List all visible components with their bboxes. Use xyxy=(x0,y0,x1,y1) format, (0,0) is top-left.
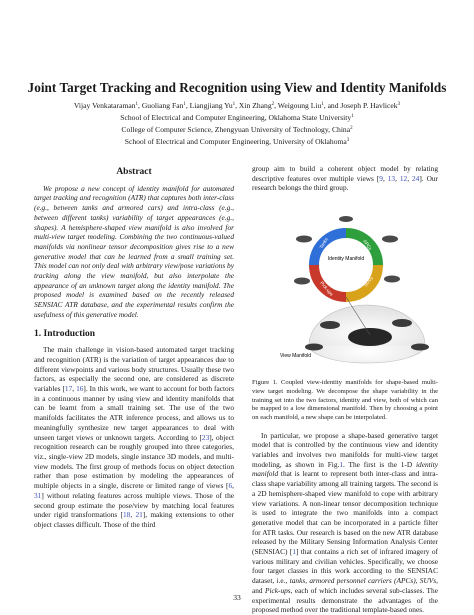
author-mark: 1 xyxy=(321,102,324,107)
intro-continued-paragraph: group aim to build a coherent object model by relating descriptive features over multiple views [9, 13, 12, 24]. Our research belongs the third group. xyxy=(252,164,438,193)
author-name: Weigoung Liu xyxy=(277,101,322,110)
section-heading-introduction: 1. Introduction xyxy=(34,328,96,339)
author-name: and Joseph P. Havlicek xyxy=(327,101,398,110)
citation-link[interactable]: 24 xyxy=(412,173,420,183)
suvs-segment xyxy=(346,265,378,297)
citation-link[interactable]: 18 xyxy=(122,510,131,520)
vehicle-thumbnails xyxy=(294,216,400,285)
author-block xyxy=(0,100,474,148)
affiliation: School of Electrical and Computer Engineering, Oklahoma State University$^1$ xyxy=(120,113,354,122)
figure-1-illustration xyxy=(252,197,438,374)
page-number: 33 xyxy=(233,593,241,602)
author-mark: 2 xyxy=(271,102,275,107)
apcs-label: APCs xyxy=(362,238,373,252)
pickups-label: Pick-ups xyxy=(319,280,335,297)
tanks-label: Tanks xyxy=(318,236,329,250)
citation-link[interactable]: 16 xyxy=(76,384,84,394)
author-mark: 1 xyxy=(232,102,236,107)
body-paragraph: In particular, we propose a shape-based generative target model that is controlled by the continuous view and identity variables and involves two manifolds for multi-view target modeling, as shown in Fig.1. The first is the 1-D identity manifold that is learnt to represent both inter-class and intra-class shape variability among all training targets. The second is a 2D hemisphere-shaped view manifold to cope with arbitrary view variations. A non-linear tensor decomposition technique is used to integrate the two manifolds into a compact generative model that can be incorporated in a particle filter for ATR tasks. Our research is based on the new ATR database released by the Military Sensing Information Analysis Center (SENSIAC) [1] that contains a rich set of infrared imagery of various military and civilian vehicles. Specifically, we choose four target classes in this work according to the SENSIAC dataset, i.e., tanks, armored personnel carriers (APCs), SUVs, and Pick-ups, each of which includes several sub-classes. The experimental results demonstrate the advantages of the proposed method over the traditional template-based ones. xyxy=(252,430,439,615)
citation-link[interactable]: 9 xyxy=(379,173,383,183)
figure-caption: Figure 1. Coupled view-identity manifolds for shape-based multi-view target modeling. We decompose the shape variability in the training set into the two factors, identity and view, both of which can be mapped to a low dimensional manifold. Then by choosing a point on each manifold, a new shape can be interpolated. xyxy=(252,379,438,421)
authors-line: Vijay Venkataraman$^1$, Guoliang Fan$^1$, Liangjiang Yu$^1$, Xin Zhang$^2$, Weigoung Liu$^1$, and Joseph P. Havlicek$^3$ xyxy=(73,101,401,110)
affiliation: College of Computer Science, Zhengyuan University of Technology, China$^2$ xyxy=(121,125,353,134)
citation-link[interactable]: 6 xyxy=(228,481,233,491)
citation-link[interactable]: 23 xyxy=(201,432,210,442)
paper-title: Joint Target Tracking and Recognition using View and Identity Manifolds xyxy=(27,80,447,95)
author-mark: 3 xyxy=(397,102,401,107)
citation-link[interactable]: 12 xyxy=(399,173,408,183)
citation-link[interactable]: 17 xyxy=(64,384,73,394)
citation-link[interactable]: 13 xyxy=(387,173,396,183)
citation-link[interactable]: 1 xyxy=(292,547,297,557)
figure-1 xyxy=(252,197,438,374)
suvs-label: SUVs xyxy=(362,275,375,288)
author-mark: 1 xyxy=(135,102,139,107)
affiliation: School of Electrical and Computer Engineering, University of Oklahoma$^3$ xyxy=(124,137,350,146)
left-column xyxy=(34,164,234,530)
figure-reference-link[interactable]: 1 xyxy=(339,459,344,469)
author-name: Liangjiang Yu xyxy=(189,101,233,110)
abstract-text: We propose a new concept of identity manifold for automated target tracking and recognition (ATR) that captures both inter-class (e.g., between tanks and armored cars) and intra-class (e.g., between different tanks) variability of target appearances (e.g., shapes). A hemisphere-shaped view manifold is also involved for multi-view target modeling. Combining the two continuous-valued manifolds via nonlinear tensor decomposition gives rise to a new generative model that can be learned from a small training set. This model can not only deal with arbitrary view/pose variations by tracking along the view manifold, but also interpolate the appearance of an unknown target along the identity manifold. The proposed model is examined based on the recently released SENSIAC ATR database, and the experimental results confirm the usefulness of this generative model. xyxy=(34,183,234,319)
identity-manifold-label: Identity Manifold xyxy=(327,256,365,263)
citation-link[interactable]: 21 xyxy=(135,510,143,520)
author-mark: 1 xyxy=(183,102,186,107)
citation-link[interactable]: 31 xyxy=(34,490,42,500)
author-name: Xin Zhang xyxy=(238,101,272,110)
intro-paragraph: The main challenge in vision-based automated target tracking and recognition (ATR) is the variation of target appearances due to different viewpoints and various body structures. Usually these two factors, as especially the second one, are considered as discrete variables [17, 16]. In this work, we want to account for both factors in a continuous manner by using view and identity manifolds that can be learnt from a small training set. The use of the two manifolds facilitates the ATR inference process, and allows us to meaningfully synthesize new target appearances to deal with unseen target views or unknown targets. According to [23], object recognition research can be roughly grouped into three categories, viz., single-view 2D models, single instance 3D models, and multi-view models. The first group of methods focus on object detection rather than pose estimation by modeling the appearances of multiple objects in a single, discrete or limited range of views [6, 31] without relating features across multiple views. Those of the second group estimate the pose/view by matching local features under rigid transformations [18, 21], making extensions to other object classes difficult. Those of the third xyxy=(34,345,235,529)
center-vehicle xyxy=(348,328,392,346)
author-name: Vijay Venkataraman xyxy=(73,101,136,110)
view-manifold-label: View Manifold xyxy=(280,353,312,360)
abstract-heading: Abstract xyxy=(116,167,152,177)
author-name: Guoliang Fan xyxy=(141,101,184,110)
right-column xyxy=(252,164,438,615)
